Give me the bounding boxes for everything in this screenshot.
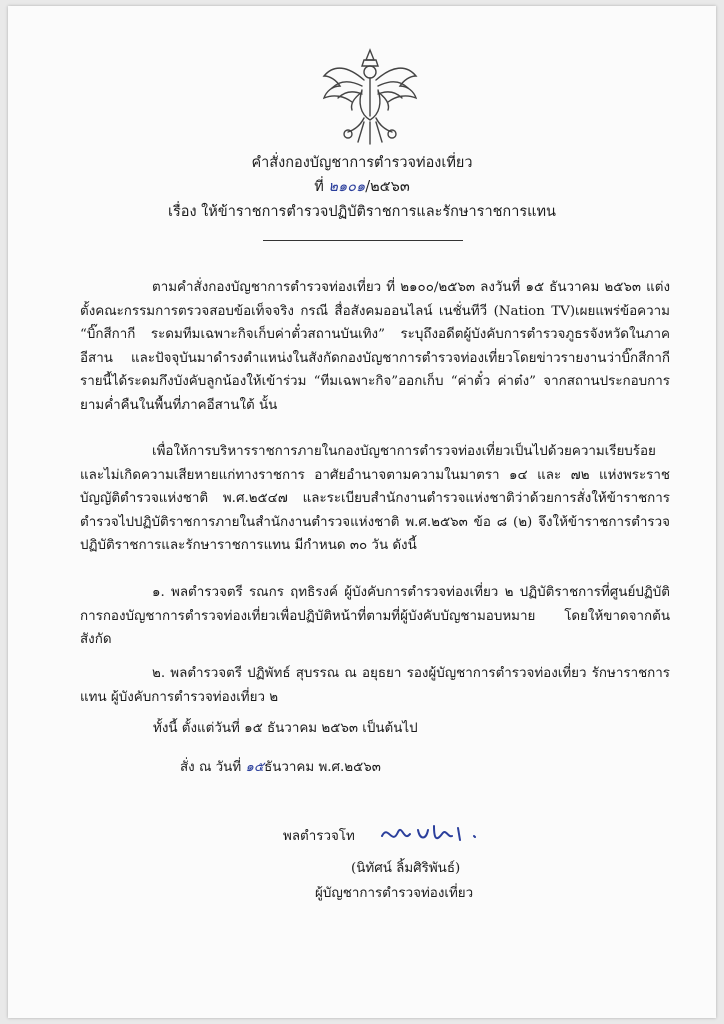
paragraph-1: ตามคำสั่งกองบัญชาการตำรวจท่องเที่ยว ที่ ๒๑๐๐/๒๕๖๓ ลงวันที่ ๑๕ ธันวาคม ๒๕๖๓ แต่งตั้งคณะกรรมการตรวจสอบข้อเท็จจริง กรณี สื่อสังคมออนไลน์ เนชั่นทีวี (Nation TV)เผยแพร่ข้อความ “บิ๊กสีกากี ระดมทีมเฉพาะกิจเก็บค่าตั๋วสถานบันเทิง” ระบุถึงอดีตผู้บังคับการตำรวจภูธรจังหวัดในภาคอีสาน และปัจจุบันมาดำรงตำแหน่งในสังกัดกองบัญชาการตำรวจท่องเที่ยวโดยข่าวรายงานว่าบิ๊กสีกากีรายนี้ได้ระดมกึงบังคับลูกน้องให้เข้าร่วม “ทีมเฉพาะกิจ”ออกเก็บ “ค่าตั๋ว ค่าต๋ง” จากสถานประกอบการยามค่ำคืนในพื้นที่ภาคอีสานใต้ นั้น [80, 280, 670, 413]
paragraph-item-2: ๒. พลตำรวจตรี ปฏิพัทธ์ สุบรรณ ณ อยุธยา รองผู้บัญชาการตำรวจท่องเที่ยว รักษาราชการแทน ผู้บังคับการตำรวจท่องเที่ยว ๒ [80, 666, 670, 705]
header-divider [263, 240, 463, 241]
signer-position: ผู้บัญชาการตำรวจท่องเที่ยว [315, 886, 474, 901]
order-header-title: คำสั่งกองบัญชาการตำรวจท่องเที่ยว [251, 155, 473, 171]
subject-text: ให้ข้าราชการตำรวจปฏิบัติราชการและรักษาราชการแทน [201, 204, 556, 220]
garuda-emblem-icon [318, 46, 422, 146]
ordered-date-line [180, 757, 381, 779]
order-number-suffix: /๒๕๖๓ [365, 179, 410, 195]
document-page [8, 6, 716, 1018]
subject-line [8, 201, 716, 223]
order-number-handwritten: ๒๑๐๑ [328, 179, 366, 195]
signer-rank: พลตำรวจโท [283, 829, 355, 844]
paragraph-item-1: ๑. พลตำรวจตรี รณกร ฤทธิรงค์ ผู้บังคับการตำรวจท่องเที่ยว ๒ ปฏิบัติราชการที่ศูนย์ปฏิบัติการกองบัญชาการตำรวจท่องเที่ยวเพื่อปฏิบัติหน้าที่ตามที่ผู้บังคับบัญชามอบหมาย โดยให้ขาดจากต้นสังกัด [80, 585, 670, 647]
order-number-line [8, 176, 716, 198]
ordered-prefix: สั่ง ณ วันที่ [180, 760, 242, 775]
ordered-day-handwritten: ๑๕ [245, 760, 265, 775]
paragraph-2: เพื่อให้การบริหารราชการภายในกองบัญชาการตำรวจท่องเที่ยวเป็นไปด้วยความเรียบร้อย และไม่เกิดความเสียหายแก่ทางราชการ อาศัยอำนาจตามความในมาตรา ๑๔ และ ๗๒ แห่งพระราชบัญญัติตำรวจแห่งชาติ พ.ศ.๒๕๔๗ และระเบียบสำนักงานตำรวจแห่งชาติว่าด้วยการสั่งให้ข้าราชการตำรวจไปปฏิบัติราชการภายในสำนักงานตำรวจแห่งชาติ พ.ศ.๒๕๖๓ ข้อ ๘ (๒) จึงให้ข้าราชการตำรวจปฏิบัติราชการและรักษาราชการแทน มีกำหนด ๓๐ วัน ดังนี้ [80, 444, 670, 553]
subject-label: เรื่อง [168, 204, 197, 220]
order-number-prefix: ที่ [314, 179, 324, 195]
signer-name: (นิทัศน์ ลิ้มศิริพันธ์) [351, 861, 461, 876]
handwritten-signature-icon [378, 818, 488, 848]
ordered-suffix: ธันวาคม พ.ศ.๒๕๖๓ [264, 760, 381, 775]
effective-date-line: ทั้งนี้ ตั้งแต่วันที่ ๑๕ ธันวาคม ๒๕๖๓ เป็นต้นไป [153, 721, 418, 736]
